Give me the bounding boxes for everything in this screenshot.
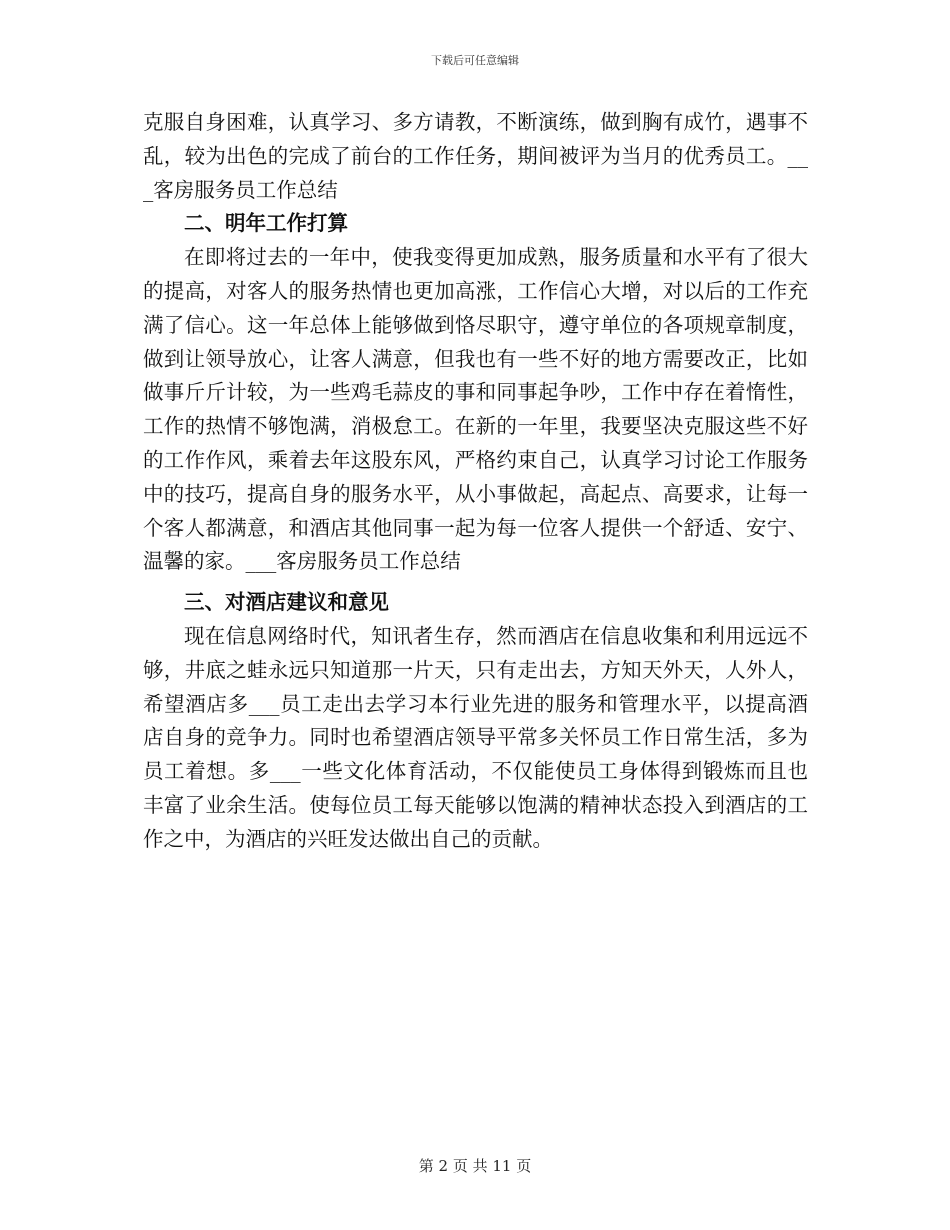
page-number: 第 2 页 共 11 页 xyxy=(418,1157,532,1175)
document-body xyxy=(143,106,808,857)
paragraph-suggestions: 现在信息网络时代，知讯者生存，然而酒店在信息收集和利用远远不够，井底之蛙永远只知道那一片天，只有走出去，方知天外天，人外人，希望酒店多___员工走出去学习本行业先进的服务和管理水平，以提高酒店自身的竞争力。同时也希望酒店领导平常多关怀员工作日常生活，多为员工着想。多___一些文化体育活动，不仅能使员工身体得到锻炼而且也丰富了业余生活。使每位员工每天能够以饱满的精神状态投入到酒店的工作之中，为酒店的兴旺发达做出自己的贡献。 xyxy=(143,623,808,851)
page-header: 下载后可任意编辑 xyxy=(431,54,519,67)
paragraph-continuation: 克服自身困难，认真学习、多方请教，不断演练，做到胸有成竹，遇事不乱，较为出色的完成了前台的工作任务，期间被评为当月的优秀员工。___客房服务员工作总结 xyxy=(143,110,808,202)
section-heading-suggestions: 三、对酒店建议和意见 xyxy=(184,590,389,615)
paragraph-next-year-plan: 在即将过去的一年中，使我变得更加成熟，服务质量和水平有了很大的提高，对客人的服务热情也更加高涨，工作信心大增，对以后的工作充满了信心。这一年总体上能够做到恪尽职守，遵守单位的各项规章制度，做到让领导放心，让客人满意，但我也有一些不好的地方需要改正，比如做事斤斤计较，为一些鸡毛蒜皮的事和同事起争吵，工作中存在着惰性，工作的热情不够饱满，消极怠工。在新的一年里，我要坚决克服这些不好的工作作风，乘着去年这股东风，严格约束自己，认真学习讨论工作服务中的技巧，提高自身的服务水平，从小事做起，高起点、高要求，让每一个客人都满意，和酒店其他同事一起为每一位客人提供一个舒适、安宁、温馨的家。___客房服务员工作总结 xyxy=(143,245,808,574)
section-heading-next-year-plan: 二、明年工作打算 xyxy=(184,211,348,236)
